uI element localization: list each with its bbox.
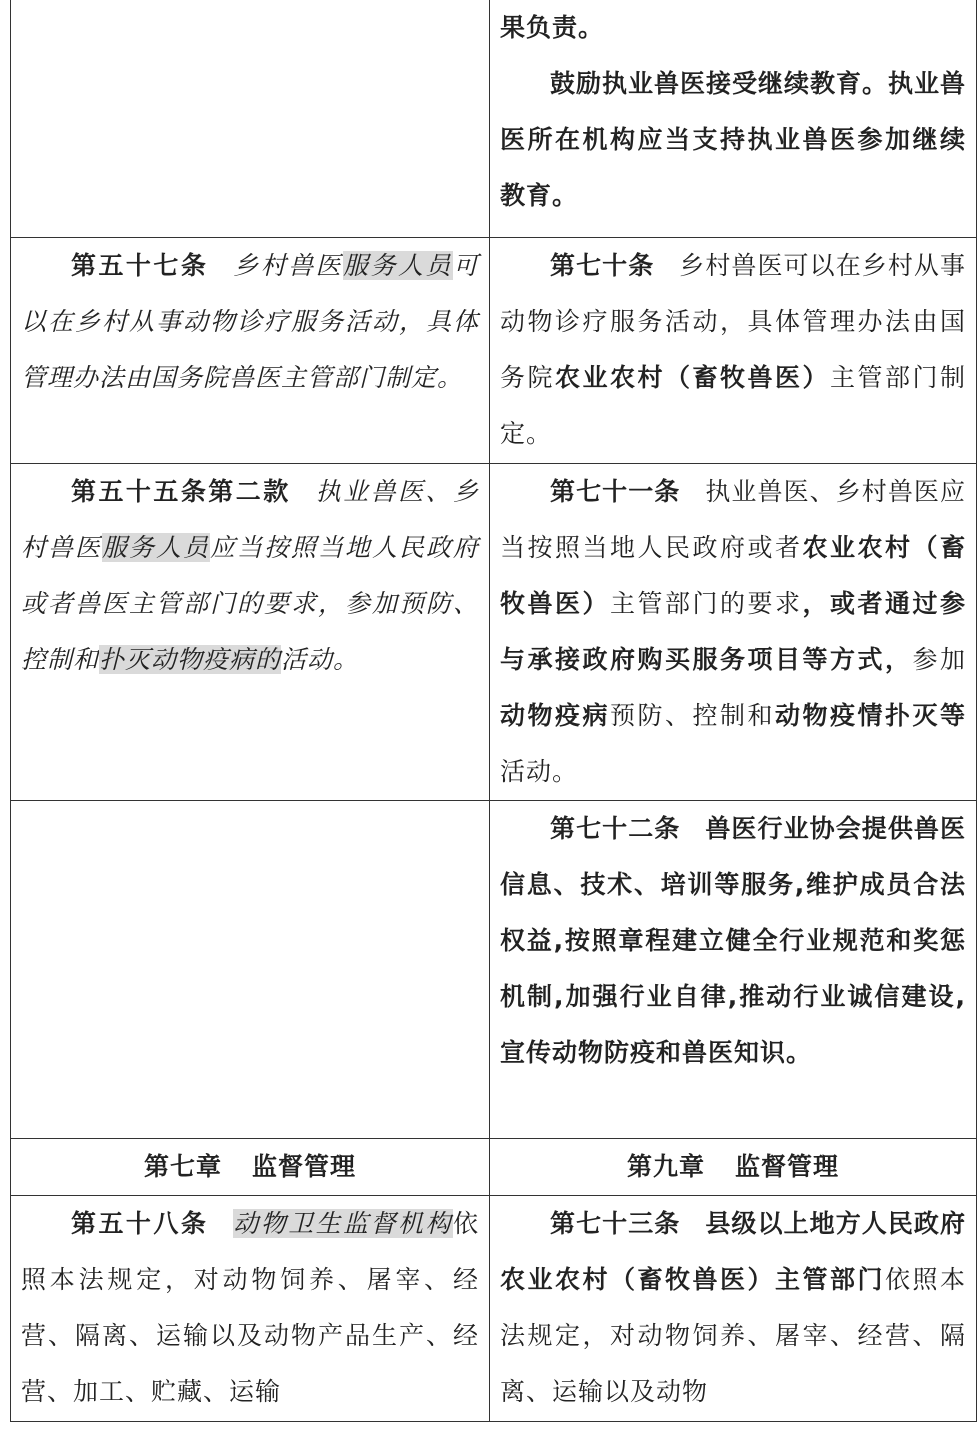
chapter-title: 监督管理 [252,1151,357,1181]
paragraph: 鼓励执业兽医接受继续教育。执业兽医所在机构应当支持执业兽医参加继续教育。 [500,69,967,210]
text-run: 执业兽医、乡村兽医应当按照当地人民政府或者 [500,476,966,562]
text-run: 乡村兽医可以在乡村从事动物诊疗服务活动，具体管理办法由国务院 [500,250,966,392]
text-run: 活动。 [281,644,360,674]
text-run: 依照本法规定，对动物饲养、屠宰、经营、隔离、运输以及动物 [500,1264,966,1406]
article-number: 第七十条 [550,250,655,280]
bold-text: 农业农村（畜牧兽医） [500,532,966,618]
table-row [11,237,977,463]
chapter-number: 第九章 [626,1151,705,1181]
article-number: 第七十三条 [550,1208,681,1238]
highlighted-text: 动物卫生监督机构 [233,1208,453,1238]
new-text-cell [490,800,977,1138]
table-row [11,800,977,1138]
text-run: 主管部门的要求 [610,588,803,618]
chapter-heading [144,1152,356,1181]
text-run: 执业兽医、乡村兽医 [21,476,479,562]
bold-text: 动物疫病 [500,700,610,730]
chapter-title: 监督管理 [735,1151,840,1181]
text-run: 依照本法规定，对动物饲养、屠宰、经营、隔离、运输以及动物产品生产、经营、加工、贮藏、运输 [21,1208,479,1406]
table-row [11,463,977,800]
paragraph [21,464,479,688]
paragraph [500,464,966,800]
highlighted-text: 扑灭动物疫病的 [99,644,282,674]
highlighted-text: 服务人员 [343,250,453,280]
text-run: 预防、控制和 [610,700,775,730]
paragraph: 果负责。 [500,13,605,42]
text-run: 主管部门制定。 [500,362,966,448]
new-text-cell [490,463,977,800]
text-run: 参加 [912,644,966,674]
new-chapter-cell [490,1138,977,1195]
law-comparison-table [10,0,977,1422]
article-number: 第七十二条 [550,813,681,843]
old-text-cell [11,463,490,800]
text-run: 可以在乡村从事动物诊疗服务活动，具体管理办法由国务院兽医主管部门制定。 [21,250,479,392]
article-number: 第七十一条 [550,476,681,506]
old-text-cell [11,1195,490,1421]
old-text-cell [11,0,490,237]
old-text-cell [11,800,490,1138]
text-run: 应当按照当地人民政府或者兽医主管部门的要求，参加预防、控制和 [21,532,479,674]
old-text-cell [11,237,490,463]
text-run: 活动。 [500,756,579,786]
text-run: 乡村兽医 [233,250,344,280]
paragraph [500,801,966,1081]
highlighted-text: 服务人员 [102,532,210,562]
table-row [11,1195,977,1421]
chapter-heading [627,1152,839,1181]
paragraph [500,238,966,462]
bold-text: ，或者通过参与承接政府购买服务项目等方式， [500,588,966,674]
bold-text: 动物疫情扑灭等 [774,700,966,730]
new-text-cell [490,237,977,463]
bold-text: 农业农村（畜牧兽医） [555,362,830,392]
old-chapter-cell [11,1138,490,1195]
new-text-cell [490,0,977,237]
article-number: 第五十五条第二款 [71,476,291,506]
new-text-cell [490,1195,977,1421]
bold-text: 县级以上地方人民政府农业农村（畜牧兽医）主管部门 [500,1208,966,1294]
article-number: 第五十八条 [71,1208,209,1238]
table-row [11,1138,977,1195]
table-row [11,0,977,237]
paragraph [21,238,479,406]
chapter-number: 第七章 [143,1151,222,1181]
bold-text: 兽医行业协会提供兽医信息、技术、培训等服务,维护成员合法权益,按照章程建立健全行业规范和奖惩机制,加强行业自律,推动行业诚信建设,宣传动物防疫和兽医知识。 [500,813,966,1067]
paragraph [21,1196,479,1420]
article-number: 第五十七条 [71,250,209,280]
paragraph [500,1196,966,1420]
